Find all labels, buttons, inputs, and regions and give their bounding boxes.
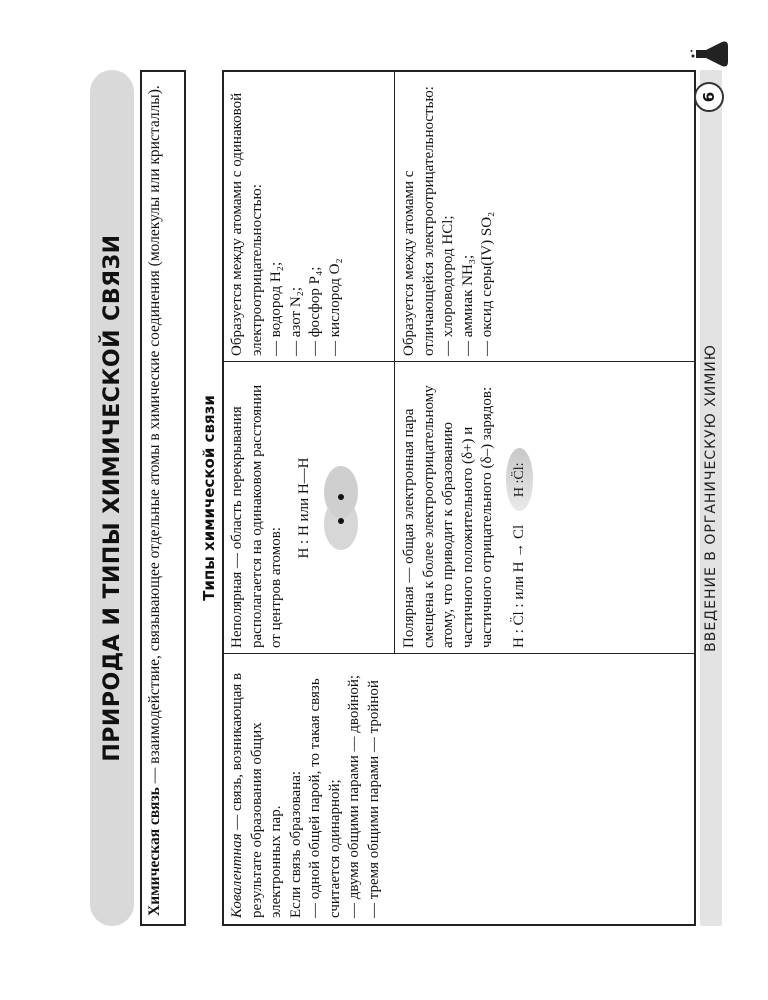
nonpolar-description: Неполярная — область перекрывания располагается на одинаковом расстоянии от центров атомов: (229, 384, 284, 648)
definition-box (140, 70, 186, 926)
covalent-line: — тремя общими парами — тройной (365, 680, 382, 918)
covalent-line: — двумя общими парами — двойной; (346, 674, 362, 918)
nonpolar-examples-intro: Образуется между атомами с одинаковой электроотрицательностью: (229, 92, 265, 356)
polar-description: Полярная — общая электронная пара смещена к более электроотрицательному атому, что приводит к образованию частичного положительного (δ+) и частичного отрицательного (δ–) зарядов: (401, 385, 495, 648)
nonpolar-formula: H : H или H—H (295, 457, 312, 559)
title-band (90, 70, 134, 926)
definition-text: — взаимодействие, связывающее отдельные атомы в химические соединения (молекулы или кристаллы). (146, 85, 163, 788)
polar-ellipse: H :C̈l: (506, 448, 534, 511)
polar-formula: H : C̈l : или H → Cl (510, 524, 527, 648)
orbital-overlap-diagram (324, 460, 358, 556)
polar-examples-intro: Образуется между атомами с отличающейся электроотрицательностью: (401, 86, 437, 356)
page-title: ПРИРОДА И ТИПЫ ХИМИЧЕСКОЙ СВЯЗИ (99, 234, 125, 762)
table-divider-row (394, 72, 395, 654)
polar-example: — хлороводород HCl; (440, 215, 456, 356)
nonpolar-example: — водород H₂; (268, 261, 284, 356)
covalent-text: — связь, возникающая в результате образования общих электронных пар. (229, 672, 284, 918)
nonpolar-example: — фосфор P₄; (307, 266, 323, 356)
nonpolar-example: — кислород O₂ (326, 258, 343, 356)
table-divider-1 (224, 653, 694, 654)
flask-icon (690, 38, 730, 70)
page-number: 6 (694, 82, 724, 112)
polar-example: — оксид серы(IV) SO₂ (479, 211, 495, 356)
bond-types-table (222, 70, 696, 926)
polar-cell (400, 368, 533, 648)
covalent-cell (228, 660, 384, 918)
covalent-line: — одной общей парой, то такая связь считается одинарной; (307, 678, 343, 918)
table-divider-2 (224, 361, 694, 362)
footer-text: ВВЕДЕНИЕ В ОРГАНИЧЕСКУЮ ХИМИЮ (703, 344, 719, 652)
nonpolar-examples-cell (228, 76, 345, 356)
nonpolar-example: — азот N₂; (287, 286, 304, 356)
nonpolar-cell (228, 368, 358, 648)
covalent-line: Если связь образована: (287, 770, 304, 918)
table-title: Типы химической связи (200, 395, 218, 601)
covalent-term: Ковалентная (229, 833, 245, 918)
polar-example: — аммиак NH₃; (459, 254, 476, 356)
footer-band (700, 70, 722, 926)
polar-examples-cell (400, 76, 498, 356)
definition-term: Химическая связь (146, 787, 163, 916)
